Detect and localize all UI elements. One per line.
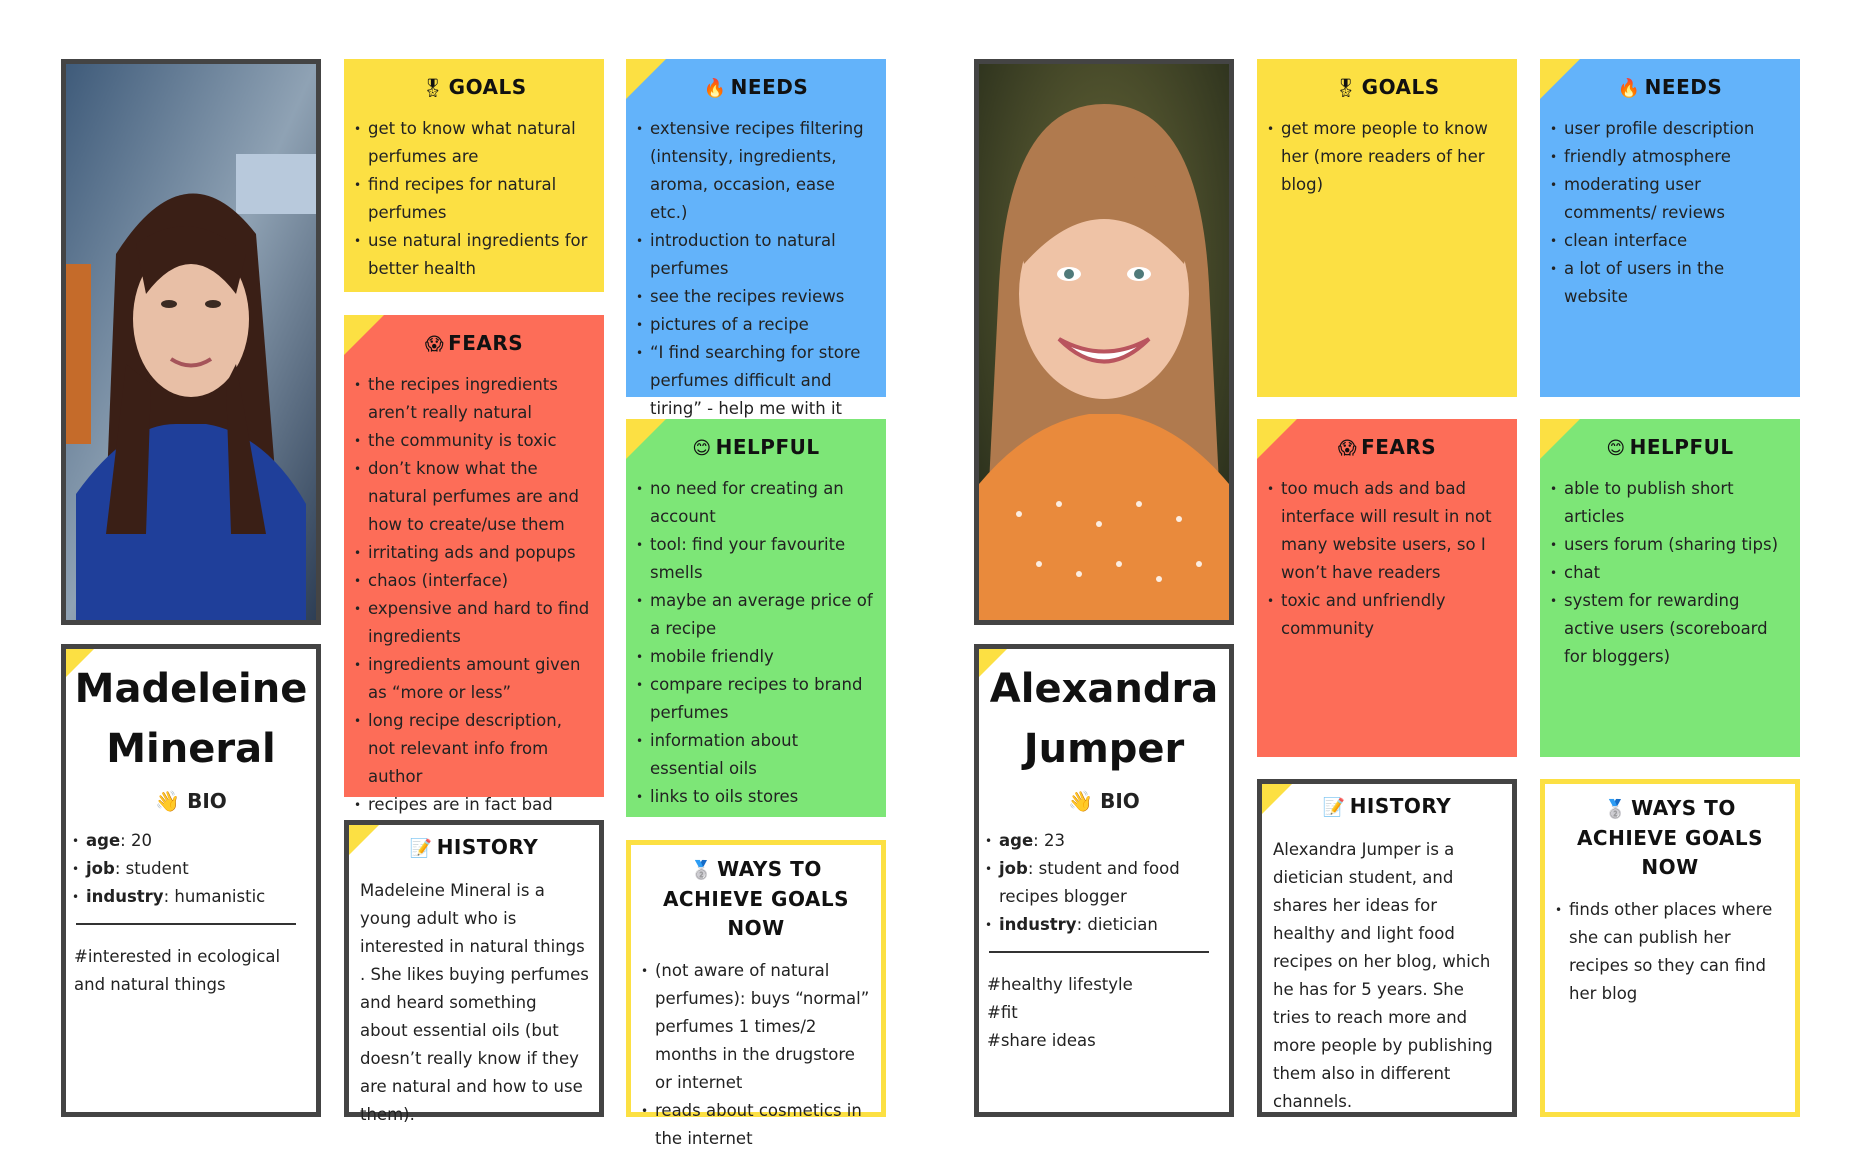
persona2-name-line1: Alexandra bbox=[989, 666, 1219, 712]
list-item: • able to publish short articles bbox=[1564, 475, 1790, 531]
list-item: • chaos (interface) bbox=[368, 567, 594, 595]
medal-icon: 🎖 bbox=[1334, 78, 1358, 99]
persona2-history-card bbox=[1257, 779, 1517, 1117]
list-item: • finds other places where she can publish her recipes so they can find her blog bbox=[1569, 896, 1785, 1008]
persona1-ways-list bbox=[631, 957, 881, 1153]
list-item: • see the recipes reviews bbox=[650, 283, 876, 311]
list-item: • toxic and unfriendly community bbox=[1281, 587, 1507, 643]
history-title bbox=[349, 833, 599, 863]
persona2-bio-title bbox=[979, 789, 1229, 813]
bio-divider bbox=[989, 951, 1209, 953]
persona2-portrait-image bbox=[979, 64, 1229, 620]
scream-face-icon: 😱 bbox=[1337, 438, 1358, 459]
list-item: • get more people to know her (more readers of her blog) bbox=[1281, 115, 1507, 199]
list-item: • the community is toxic bbox=[368, 427, 594, 455]
card-corner bbox=[1262, 784, 1292, 814]
persona2-ways-list bbox=[1545, 896, 1795, 1008]
persona1-history-card bbox=[344, 820, 604, 1124]
persona1-fears-list bbox=[344, 371, 604, 819]
persona2-fears-card bbox=[1257, 419, 1517, 757]
list-item: • expensive and hard to find ingredients bbox=[368, 595, 594, 651]
bio-industry-label: industry bbox=[86, 887, 164, 906]
fire-icon: 🔥 bbox=[703, 78, 727, 99]
history-title-text: HISTORY bbox=[1349, 794, 1452, 818]
list-item: • long recipe description, not relevant info from author bbox=[368, 707, 594, 791]
persona2-needs-card bbox=[1540, 59, 1800, 397]
bio-job-label: job bbox=[86, 859, 115, 878]
card-corner bbox=[1540, 59, 1580, 99]
ways-title-text: WAYS TO ACHIEVE GOALS NOW bbox=[1576, 796, 1764, 879]
bio-age bbox=[999, 827, 1219, 855]
list-item: • get to know what natural perfumes are bbox=[368, 115, 594, 171]
list-item: • tool: find your favourite smells bbox=[650, 531, 876, 587]
ways-title-text: WAYS TO ACHIEVE GOALS NOW bbox=[662, 857, 850, 940]
persona2-bio-tags bbox=[979, 971, 1229, 1055]
persona2-needs-list bbox=[1540, 115, 1800, 311]
bio-title-text: BIO bbox=[1100, 789, 1140, 813]
smile-face-icon: 😊 bbox=[692, 438, 712, 459]
bio-industry bbox=[999, 911, 1219, 939]
list-item: • information about essential oils bbox=[650, 727, 876, 783]
list-item: • reads about cosmetics in the internet bbox=[655, 1097, 871, 1153]
bio-industry-label: industry bbox=[999, 915, 1077, 934]
needs-title-text: NEEDS bbox=[1644, 75, 1723, 99]
list-item: • recipes are in fact bad bbox=[368, 791, 594, 819]
card-corner bbox=[344, 315, 384, 355]
persona2-name bbox=[979, 659, 1229, 779]
list-item: • pictures of a recipe bbox=[650, 311, 876, 339]
fears-title-text: FEARS bbox=[1361, 435, 1437, 459]
list-item: • user profile description bbox=[1564, 115, 1790, 143]
fears-title-text: FEARS bbox=[448, 331, 524, 355]
list-item: • mobile friendly bbox=[650, 643, 876, 671]
card-corner bbox=[979, 649, 1007, 677]
list-item: • “I find searching for store perfumes difficult and tiring” - help me with it bbox=[650, 339, 876, 423]
helpful-title-text: HELPFUL bbox=[1629, 435, 1734, 459]
persona1-goals-list bbox=[344, 115, 604, 283]
persona2-goals-list bbox=[1257, 115, 1517, 199]
persona2-helpful-card bbox=[1540, 419, 1800, 757]
card-corner bbox=[66, 649, 94, 677]
bio-age bbox=[86, 827, 306, 855]
list-item: • chat bbox=[1564, 559, 1790, 587]
card-corner bbox=[1540, 419, 1580, 459]
persona1-helpful-list bbox=[626, 475, 886, 811]
bio-industry-value: : humanistic bbox=[163, 887, 266, 906]
history-title-text: HISTORY bbox=[436, 835, 539, 859]
persona1-name bbox=[66, 659, 316, 779]
bio-age-label: age bbox=[86, 831, 121, 850]
history-title bbox=[1262, 792, 1512, 822]
goals-title-text: GOALS bbox=[448, 75, 527, 99]
bio-job-label: job bbox=[999, 859, 1028, 878]
persona2-ways-card bbox=[1540, 779, 1800, 1117]
bio-tag: #healthy lifestyle bbox=[987, 975, 1133, 994]
persona1-goals-card bbox=[344, 59, 604, 292]
persona1-photo bbox=[61, 59, 321, 625]
list-item: • compare recipes to brand perfumes bbox=[650, 671, 876, 727]
bio-job-value: : student bbox=[114, 859, 189, 878]
list-item: • the recipes ingredients aren’t really natural bbox=[368, 371, 594, 427]
medal-icon: 🥈 bbox=[1604, 799, 1628, 820]
list-item: • don’t know what the natural perfumes are and how to create/use them bbox=[368, 455, 594, 539]
persona2-bio-list bbox=[979, 827, 1229, 939]
list-item: • ingredients amount given as “more or less” bbox=[368, 651, 594, 707]
persona1-fears-card bbox=[344, 315, 604, 814]
persona1-bio-tags: #interested in ecological and natural things bbox=[74, 947, 281, 994]
list-item: • use natural ingredients for better health bbox=[368, 227, 594, 283]
bio-divider bbox=[76, 923, 296, 925]
persona2-bio-card bbox=[974, 644, 1234, 1117]
waving-hand-icon: 👋 bbox=[155, 789, 181, 813]
persona2-history-text: Alexandra Jumper is a dietician student, and shares her ideas for healthy and light food recipes on her blog, which he has for 5 years. She tries to reach more and more people by publishing them also in different channels. bbox=[1273, 840, 1493, 1111]
helpful-title-text: HELPFUL bbox=[715, 435, 820, 459]
persona1-portrait-image bbox=[66, 64, 316, 620]
memo-icon: 📝 bbox=[409, 838, 433, 859]
list-item: • system for rewarding active users (scoreboard for bloggers) bbox=[1564, 587, 1790, 671]
waving-hand-icon: 👋 bbox=[1068, 789, 1094, 813]
persona1-bio-card bbox=[61, 644, 321, 1117]
bio-job bbox=[86, 855, 306, 883]
list-item: • a lot of users in the website bbox=[1564, 255, 1790, 311]
list-item: • links to oils stores bbox=[650, 783, 876, 811]
bio-tag: #share ideas bbox=[987, 1031, 1096, 1050]
goals-title bbox=[344, 73, 604, 103]
persona1-name-line2: Mineral bbox=[106, 726, 276, 772]
bio-age-label: age bbox=[999, 831, 1034, 850]
persona2-fears-list bbox=[1257, 475, 1517, 643]
persona1-history-text: Madeleine Mineral is a young adult who is interested in natural things . She likes buying perfumes and heard something about essential oils (but doesn’t really know if they are natural and how to use them). bbox=[360, 881, 589, 1124]
bio-tag: #fit bbox=[987, 1003, 1018, 1022]
medal-icon: 🥈 bbox=[690, 860, 714, 881]
persona1-name-line1: Madeleine bbox=[74, 666, 308, 712]
persona1-helpful-card bbox=[626, 419, 886, 817]
list-item: • too much ads and bad interface will result in not many website users, so I won’t have readers bbox=[1281, 475, 1507, 587]
list-item: • find recipes for natural perfumes bbox=[368, 171, 594, 227]
smile-face-icon: 😊 bbox=[1606, 438, 1626, 459]
persona1-needs-list bbox=[626, 115, 886, 423]
bio-industry-value: : dietician bbox=[1076, 915, 1158, 934]
card-corner bbox=[1257, 419, 1297, 459]
fire-icon: 🔥 bbox=[1617, 78, 1641, 99]
ways-title bbox=[1545, 794, 1795, 882]
medal-icon: 🎖 bbox=[421, 78, 445, 99]
list-item: • maybe an average price of a recipe bbox=[650, 587, 876, 643]
memo-icon: 📝 bbox=[1322, 797, 1346, 818]
list-item: • clean interface bbox=[1564, 227, 1790, 255]
bio-job bbox=[999, 855, 1219, 911]
bio-title-text: BIO bbox=[187, 789, 227, 813]
card-corner bbox=[626, 419, 666, 459]
persona1-ways-card bbox=[626, 840, 886, 1148]
persona2-name-line2: Jumper bbox=[1023, 726, 1185, 772]
bio-job-value: : student and food recipes blogger bbox=[999, 859, 1180, 906]
bio-age-value: : 23 bbox=[1033, 831, 1065, 850]
bio-industry bbox=[86, 883, 306, 911]
persona2-helpful-list bbox=[1540, 475, 1800, 671]
list-item: • introduction to natural perfumes bbox=[650, 227, 876, 283]
ways-title bbox=[631, 855, 881, 943]
scream-face-icon: 😱 bbox=[424, 334, 445, 355]
needs-title-text: NEEDS bbox=[730, 75, 809, 99]
goals-title-text: GOALS bbox=[1361, 75, 1440, 99]
bio-age-value: : 20 bbox=[120, 831, 152, 850]
list-item: • extensive recipes filtering (intensity, ingredients, aroma, occasion, ease etc.) bbox=[650, 115, 876, 227]
persona1-needs-card bbox=[626, 59, 886, 418]
card-corner bbox=[349, 825, 379, 855]
persona1-bio-list bbox=[66, 827, 316, 911]
list-item: • (not aware of natural perfumes): buys “normal” perfumes 1 times/2 months in the drugstore or internet bbox=[655, 957, 871, 1097]
card-corner bbox=[626, 59, 666, 99]
persona1-bio-title bbox=[66, 789, 316, 813]
persona2-goals-card bbox=[1257, 59, 1517, 397]
list-item: • no need for creating an account bbox=[650, 475, 876, 531]
list-item: • moderating user comments/ reviews bbox=[1564, 171, 1790, 227]
goals-title bbox=[1257, 73, 1517, 103]
list-item: • friendly atmosphere bbox=[1564, 143, 1790, 171]
list-item: • users forum (sharing tips) bbox=[1564, 531, 1790, 559]
persona2-photo bbox=[974, 59, 1234, 625]
list-item: • irritating ads and popups bbox=[368, 539, 594, 567]
